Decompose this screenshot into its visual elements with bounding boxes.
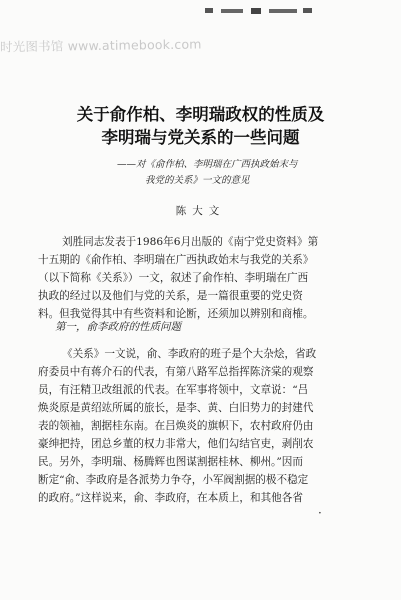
body-paragraph-1-line: （以下简称《关系》）一文，叙述了俞作柏、李明瑞在广西	[38, 272, 309, 284]
body-paragraph-1-line: 料。但我觉得其中有些资料和论断，还须加以辨别和商榷。	[38, 308, 314, 320]
scan-mark-1	[205, 8, 213, 13]
article-subtitle-line-1: ——对《俞作柏、李明瑞在广西执政始末与	[117, 159, 298, 170]
site-watermark: 时光图书馆 www.atimebook.com	[0, 36, 202, 55]
body-paragraph-2-line: 豪绅把持，团总乡董的权力非常大，他们勾结官吏，剥削农	[38, 438, 314, 450]
body-paragraph-2-line: 的政府。”这样说来，俞、李政府，在本质上，和其他各省	[38, 492, 303, 504]
body-paragraph-2-line: 焕炎原是黄绍竑所属的旅长，是李、黄、白旧势力的封建代	[38, 402, 314, 414]
body-paragraph-1-line: 十五期的《俞作柏、李明瑞在广西执政始末与我党的关系》	[38, 254, 314, 266]
scan-mark-2	[221, 9, 243, 13]
scan-mark-5	[303, 8, 312, 13]
body-paragraph-1-line: 执政的经过以及他们与党的关系，是一篇很重要的党史资	[38, 290, 303, 302]
body-paragraph-2-line: 员，有汪精卫改组派的代表。在军事将领中，文章说：“吕	[38, 384, 309, 396]
body-paragraph-2-line: 表的领袖，割据桂东南。在吕焕炎的旗帜下，农村政府仍由	[38, 420, 314, 432]
article-subtitle-line-2: 我党的关系》一文的意见	[145, 175, 250, 186]
scan-top-marks	[205, 6, 315, 18]
body-paragraph-1-line: 刘胜同志发表于1986年6月出版的《南宁党史资料》第	[62, 236, 319, 248]
scan-mark-4	[269, 9, 297, 13]
body-paragraph-2-line: 府委员中有蒋介石的代表，有第八路军总指挥陈济棠的观察	[38, 366, 314, 378]
article-title-line-1: 关于俞作柏、李明瑞政权的性质及	[76, 105, 325, 124]
body-paragraph-2-line: 断定“俞、李政府是各派势力争夺，小军阀割据的极不稳定	[38, 474, 309, 486]
body-paragraph-2-line: 民。另外，李明瑞、杨腾辉也图谋割据桂林、柳州。”因而	[38, 456, 303, 468]
article-author: 陈大文	[175, 205, 226, 217]
article-title-line-2: 李明瑞与党关系的一些问题	[101, 128, 300, 147]
scan-mark-3	[251, 8, 261, 14]
page-mark: ·	[318, 506, 322, 520]
body-paragraph-2-line: 《关系》一文说，俞、李政府的班子是个大杂烩，省政	[62, 348, 317, 360]
section-heading: 第一，俞李政府的性质问题	[55, 321, 181, 333]
